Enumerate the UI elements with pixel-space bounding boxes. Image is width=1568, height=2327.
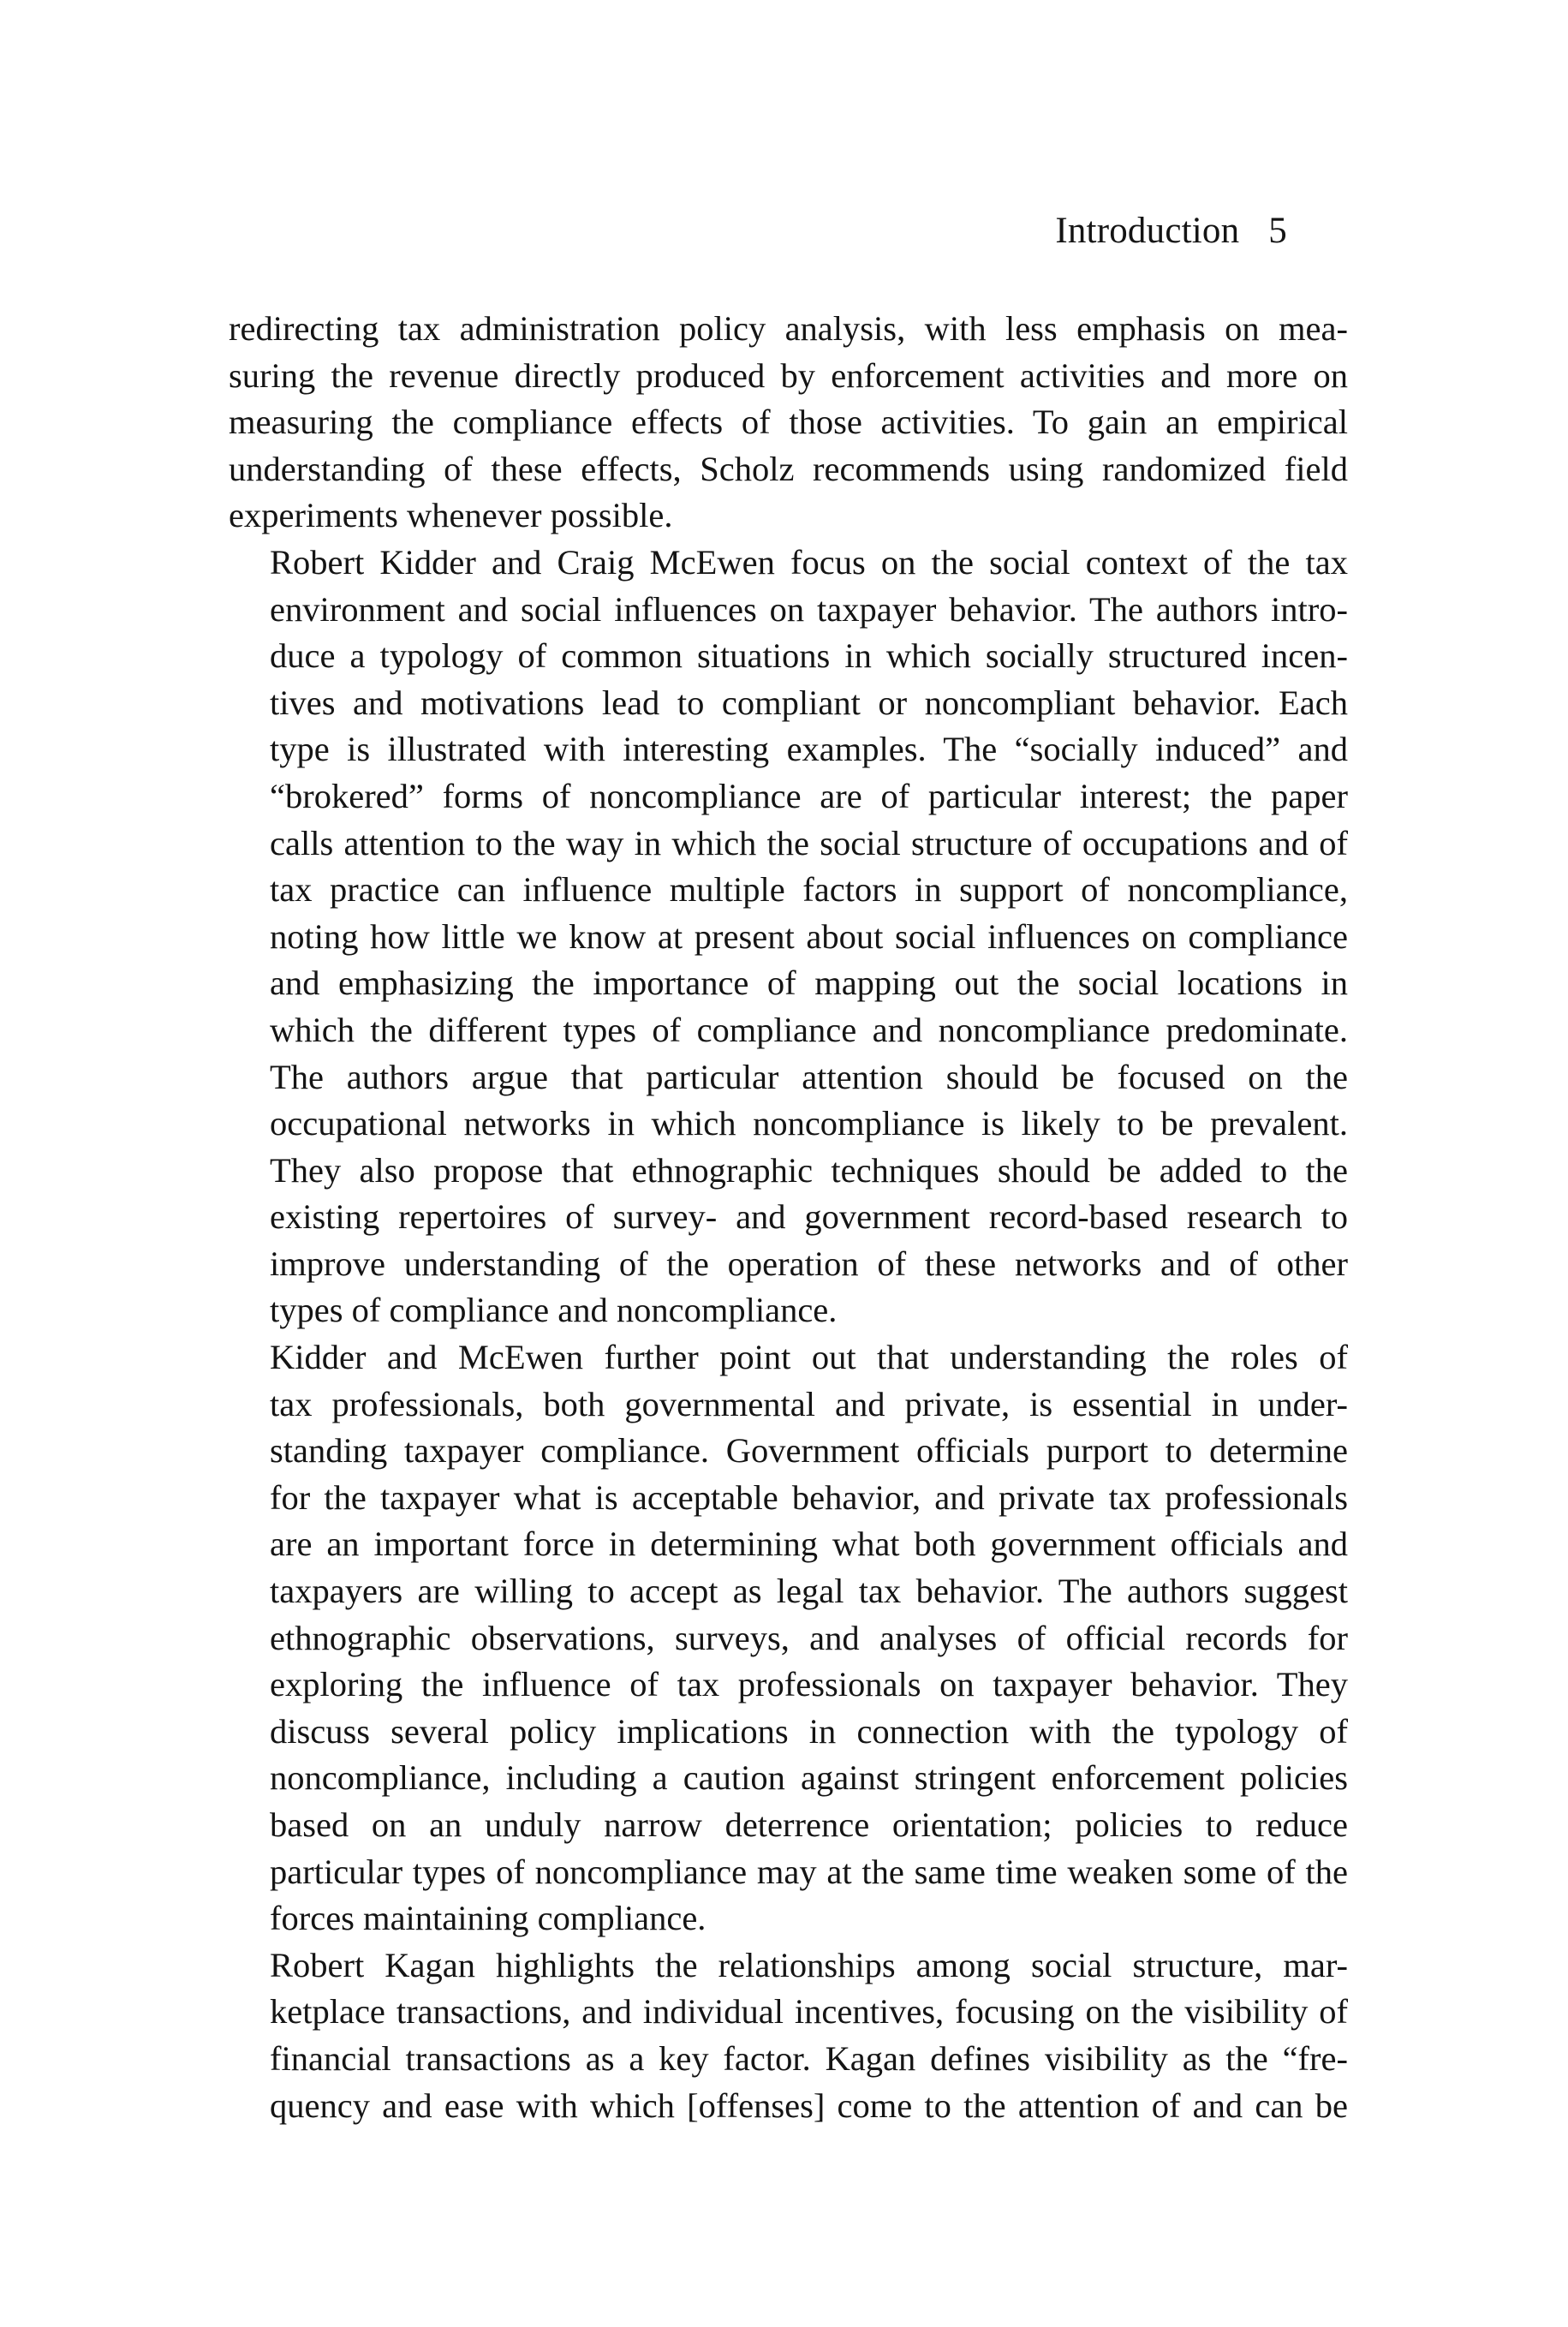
text-line: for the taxpayer what is acceptable behavior, and private tax professionals [270, 1477, 1348, 1517]
text-line: They also propose that ethnographic techniques should be added to the [270, 1150, 1348, 1190]
text-line: redirecting tax administration policy analysis, with less emphasis on mea- [229, 309, 1348, 348]
running-head [1055, 211, 1287, 252]
text-line: duce a typology of common situations in which socially structured incen- [270, 636, 1348, 676]
text-line: are an important force in determining what both government officials and [270, 1524, 1348, 1564]
text-line: ethnographic observations, surveys, and analyses of official records for [270, 1618, 1348, 1657]
text-line: noncompliance, including a caution against stringent enforcement policies [270, 1758, 1348, 1798]
text-line: standing taxpayer compliance. Government officials purport to determine [270, 1431, 1348, 1471]
text-line: calls attention to the way in which the social structure of occupations and of [270, 823, 1348, 862]
text-line: which the different types of compliance and noncompliance predominate. [270, 1010, 1348, 1049]
paragraph [229, 1334, 1348, 1942]
text-line: The authors argue that particular attention should be focused on the [270, 1057, 1348, 1096]
text-line: noting how little we know at present about social influences on compliance [270, 916, 1348, 956]
text-line: Kidder and McEwen further point out that understanding the roles of [270, 1338, 1348, 1377]
text-line: types of compliance and noncompliance. [270, 1291, 838, 1330]
paragraph [229, 306, 1348, 540]
running-head-title: Introduction [1055, 211, 1240, 251]
text-line: type is illustrated with interesting examples. The “socially induced” and [270, 730, 1348, 769]
text-line: Robert Kagan highlights the relationships among social structure, mar- [270, 1945, 1348, 1984]
text-line: exploring the influence of tax professionals on taxpayer behavior. They [270, 1665, 1348, 1704]
text-line: and emphasizing the importance of mapping out the social locations in [270, 964, 1348, 1003]
text-line: forces maintaining compliance. [270, 1899, 706, 1938]
text-line: occupational networks in which noncompliance is likely to be prevalent. [270, 1104, 1348, 1143]
text-line: tives and motivations lead to compliant or noncompliant behavior. Each [270, 683, 1348, 722]
text-line: tax professionals, both governmental and private, is essential in under- [270, 1384, 1348, 1423]
text-line: suring the revenue directly produced by enforcement activities and more on [229, 355, 1348, 395]
body-text [229, 306, 1348, 2129]
text-line: financial transactions as a key factor. Kagan defines visibility as the “fre- [270, 2038, 1348, 2078]
text-line: tax practice can influence multiple factors in support of noncompliance, [270, 870, 1348, 910]
text-line: Robert Kidder and Craig McEwen focus on the social context of the tax [270, 542, 1348, 582]
text-line: quency and ease with which [offenses] come to the attention of and can be [270, 2085, 1348, 2125]
text-line: understanding of these effects, Scholz recommends using randomized field [229, 449, 1348, 488]
paragraph [229, 540, 1348, 1334]
text-line: “brokered” forms of noncompliance are of particular interest; the paper [270, 776, 1348, 815]
text-line: ketplace transactions, and individual incentives, focusing on the visibility of [270, 1992, 1348, 2032]
text-line: particular types of noncompliance may at the same time weaken some of the [270, 1852, 1348, 1891]
text-line: environment and social influences on taxpayer behavior. The authors intro- [270, 589, 1348, 629]
text-line: taxpayers are willing to accept as legal tax behavior. The authors suggest [270, 1572, 1348, 1611]
text-line: improve understanding of the operation of these networks and of other [270, 1244, 1348, 1283]
page-number: 5 [1268, 211, 1287, 251]
text-line: discuss several policy implications in connection with the typology of [270, 1711, 1348, 1751]
text-line: measuring the compliance effects of those activities. To gain an empirical [229, 403, 1348, 442]
paragraph [229, 1942, 1348, 2129]
text-line: experiments whenever possible. [229, 496, 673, 535]
text-line: based on an unduly narrow deterrence orientation; policies to reduce [270, 1805, 1348, 1844]
text-line: existing repertoires of survey- and government record-based research to [270, 1197, 1348, 1237]
